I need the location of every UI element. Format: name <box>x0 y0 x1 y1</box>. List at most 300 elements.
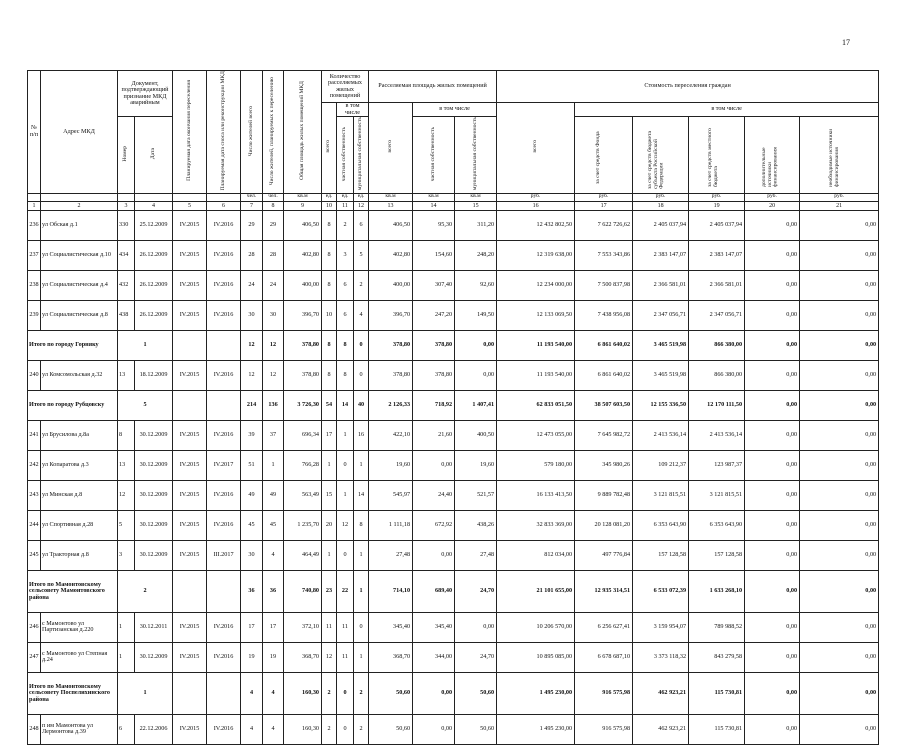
empty-cell <box>173 390 207 420</box>
header-count-municipal: муниципальная собственность <box>357 117 364 191</box>
cell-fund: 6 861 640,02 <box>575 330 633 360</box>
cell-cnt-total: 15 <box>322 480 337 510</box>
row-number: 245 <box>28 540 41 570</box>
cell-extra: 0,00 <box>745 210 800 240</box>
row-number: 242 <box>28 450 41 480</box>
row-address: с Мамонтово ул Партизанская д.220 <box>41 612 118 642</box>
empty-cell <box>173 570 207 612</box>
row-doc-number: 1 <box>118 612 135 642</box>
cell-local: 12 170 111,50 <box>689 390 745 420</box>
page-number: 17 <box>842 38 850 47</box>
header-area-group: Расселяемая площадь жилых помещений <box>369 71 497 103</box>
cell-cost-total: 62 833 051,50 <box>497 390 575 420</box>
cell-area: 766,28 <box>284 450 322 480</box>
cell-res-plan: 29 <box>263 210 284 240</box>
row-doc-number: 12 <box>118 480 135 510</box>
header-subject: за счет средств бюджета субъекта Российской Федерации <box>646 130 665 189</box>
header-planned-demolition: Планируемая дата сноса или реконструкции МКД <box>219 71 226 191</box>
header-local: за счет средств местного бюджета <box>706 127 719 187</box>
row-doc-number: 13 <box>118 360 135 390</box>
table-row <box>28 240 879 270</box>
row-doc-date: 30.12.2011 <box>135 612 173 642</box>
row-number: 240 <box>28 360 41 390</box>
cell-cost-total: 812 034,00 <box>497 540 575 570</box>
row-number: 247 <box>28 642 41 672</box>
cell-subject: 462 923,21 <box>633 672 689 714</box>
cell-res-plan: 1 <box>263 450 284 480</box>
cell-fund: 916 575,98 <box>575 672 633 714</box>
cell-cnt-priv: 1 <box>337 480 354 510</box>
cell-ar-total: 406,50 <box>369 210 413 240</box>
row-doc-date: 30.12.2009 <box>135 420 173 450</box>
cell-cnt-total: 11 <box>322 612 337 642</box>
unit-cell: чел. <box>263 193 284 201</box>
cell-cnt-total: 10 <box>322 300 337 330</box>
column-number-cell: 10 <box>322 201 337 210</box>
cell-cnt-priv: 14 <box>337 390 354 420</box>
table-row <box>28 300 879 330</box>
cell-ar-total: 714,10 <box>369 570 413 612</box>
cell-res-total: 28 <box>241 240 263 270</box>
unit-cell: руб. <box>575 193 633 201</box>
cell-needed: 0,00 <box>800 270 879 300</box>
cell-area: 372,10 <box>284 612 322 642</box>
cell-ar-total: 545,97 <box>369 480 413 510</box>
cell-extra: 0,00 <box>745 480 800 510</box>
cell-fund: 497 776,84 <box>575 540 633 570</box>
cell-subject: 2 413 536,14 <box>633 420 689 450</box>
unit-cell: чел. <box>241 193 263 201</box>
cell-ar-priv: 718,92 <box>413 390 455 420</box>
column-number-cell: 9 <box>284 201 322 210</box>
row-address: ул Социалистическая д.4 <box>41 270 118 300</box>
cell-res-total: 51 <box>241 450 263 480</box>
column-number-cell: 15 <box>455 201 497 210</box>
header-count-group: Количество расселяемых жилых помещений <box>322 71 369 103</box>
cell-extra: 0,00 <box>745 540 800 570</box>
cell-res-total: 49 <box>241 480 263 510</box>
unit-cell <box>118 193 135 201</box>
row-doc-number: 8 <box>118 420 135 450</box>
row-doc-number: 3 <box>118 540 135 570</box>
cell-cnt-priv: 0 <box>337 450 354 480</box>
cell-res-total: 4 <box>241 672 263 714</box>
cell-res-total: 45 <box>241 510 263 540</box>
cell-fund: 7 622 726,62 <box>575 210 633 240</box>
column-number-cell: 3 <box>118 201 135 210</box>
header-count-total: всего <box>325 140 332 154</box>
cell-ar-mun: 438,26 <box>455 510 497 540</box>
row-address: ул Спортивная д.28 <box>41 510 118 540</box>
cell-extra: 0,00 <box>745 642 800 672</box>
header-document: Документ, подтверждающий признание МКД аварийным <box>118 71 173 117</box>
total-label: Итого по городу Горняку <box>28 330 118 360</box>
cell-subject: 2 405 037,94 <box>633 210 689 240</box>
cell-ar-priv: 0,00 <box>413 450 455 480</box>
cell-cnt-total: 54 <box>322 390 337 420</box>
cell-ar-priv: 0,00 <box>413 540 455 570</box>
cell-cnt-total: 17 <box>322 420 337 450</box>
cell-extra: 0,00 <box>745 420 800 450</box>
column-number-cell: 12 <box>354 201 369 210</box>
table-row <box>28 450 879 480</box>
cell-cnt-mun: 1 <box>354 540 369 570</box>
cell-cnt-priv: 12 <box>337 510 354 540</box>
cell-extra: 0,00 <box>745 570 800 612</box>
cell-res-total: 12 <box>241 330 263 360</box>
cell-needed: 0,00 <box>800 300 879 330</box>
column-number-cell: 2 <box>41 201 118 210</box>
cell-local: 866 380,00 <box>689 330 745 360</box>
cell-needed: 0,00 <box>800 330 879 360</box>
total-doc-count: 1 <box>118 330 173 360</box>
row-planned-demolition: IV.2017 <box>207 450 241 480</box>
cell-local: 6 353 643,90 <box>689 510 745 540</box>
cell-cnt-mun: 1 <box>354 570 369 612</box>
unit-cell: руб. <box>689 193 745 201</box>
cell-cnt-total: 23 <box>322 570 337 612</box>
cell-subject: 462 923,21 <box>633 714 689 744</box>
row-number: 241 <box>28 420 41 450</box>
header-needed: необходимые источники финансирования <box>828 128 840 187</box>
cell-res-total: 36 <box>241 570 263 612</box>
row-address: ул Социалистическая д.8 <box>41 300 118 330</box>
total-doc-count: 2 <box>118 570 173 612</box>
row-planned-end: IV.2015 <box>173 612 207 642</box>
row-doc-date: 25.12.2009 <box>135 210 173 240</box>
empty-cell <box>207 330 241 360</box>
cell-ar-total: 50,60 <box>369 672 413 714</box>
row-planned-demolition: IV.2016 <box>207 210 241 240</box>
cell-cnt-total: 8 <box>322 360 337 390</box>
header-extra: дополнительные источники финансирования <box>761 147 779 187</box>
cell-res-plan: 4 <box>263 714 284 744</box>
cell-fund: 345 980,26 <box>575 450 633 480</box>
row-doc-date: 30.12.2009 <box>135 510 173 540</box>
cell-local: 115 730,81 <box>689 714 745 744</box>
cell-ar-priv: 307,40 <box>413 270 455 300</box>
row-address: ул Брусилова д.8а <box>41 420 118 450</box>
cell-subject: 6 353 643,90 <box>633 510 689 540</box>
header-address: Адрес МКД <box>41 71 118 194</box>
row-planned-demolition: IV.2016 <box>207 612 241 642</box>
row-planned-end: IV.2015 <box>173 450 207 480</box>
cell-cnt-total: 8 <box>322 210 337 240</box>
cell-fund: 7 500 837,98 <box>575 270 633 300</box>
cell-local: 2 347 056,71 <box>689 300 745 330</box>
row-planned-end: IV.2015 <box>173 300 207 330</box>
cell-area: 400,00 <box>284 270 322 300</box>
cell-local: 2 405 037,94 <box>689 210 745 240</box>
cell-cost-total: 11 193 540,00 <box>497 330 575 360</box>
row-planned-end: IV.2015 <box>173 714 207 744</box>
cell-cost-total: 12 432 802,50 <box>497 210 575 240</box>
column-number-cell: 6 <box>207 201 241 210</box>
table-row <box>28 480 879 510</box>
cell-extra: 0,00 <box>745 360 800 390</box>
header-area-municipal: муниципальная собственность <box>471 117 478 191</box>
unit-cell: кв.м <box>455 193 497 201</box>
cell-cost-total: 32 833 369,00 <box>497 510 575 540</box>
cell-cnt-priv: 8 <box>337 330 354 360</box>
unit-cell <box>135 193 173 201</box>
row-address: ул Копаратова д.3 <box>41 450 118 480</box>
cell-ar-total: 1 111,18 <box>369 510 413 540</box>
cell-needed: 0,00 <box>800 210 879 240</box>
cell-ar-priv: 378,80 <box>413 330 455 360</box>
cell-cnt-priv: 6 <box>337 270 354 300</box>
cell-cost-total: 12 234 000,00 <box>497 270 575 300</box>
total-label: Итого по Мамонтовскому сельсовету Мамонтовского района <box>28 570 118 612</box>
unit-cell <box>173 193 207 201</box>
table-row <box>28 270 879 300</box>
units-row <box>28 193 879 201</box>
header-residents-planned: Число жителей, планируемых к переселению <box>269 76 276 185</box>
row-planned-demolition: IV.2016 <box>207 420 241 450</box>
cell-fund: 38 507 603,50 <box>575 390 633 420</box>
cell-res-plan: 30 <box>263 300 284 330</box>
total-doc-count: 1 <box>118 672 173 714</box>
cell-ar-total: 368,70 <box>369 642 413 672</box>
column-number-cell: 16 <box>497 201 575 210</box>
resettlement-table <box>27 70 879 745</box>
cell-cnt-total: 8 <box>322 270 337 300</box>
cell-ar-mun: 24,70 <box>455 570 497 612</box>
cell-subject: 6 533 072,39 <box>633 570 689 612</box>
cell-ar-mun: 0,00 <box>455 612 497 642</box>
cell-cnt-total: 12 <box>322 642 337 672</box>
total-doc-count: 5 <box>118 390 173 420</box>
cell-area: 402,80 <box>284 240 322 270</box>
cell-extra: 0,00 <box>745 300 800 330</box>
cell-extra: 0,00 <box>745 270 800 300</box>
cell-cost-total: 21 101 655,00 <box>497 570 575 612</box>
cell-subject: 12 155 336,50 <box>633 390 689 420</box>
cell-ar-priv: 378,80 <box>413 360 455 390</box>
unit-cell: кв.м <box>369 193 413 201</box>
unit-cell: ед. <box>354 193 369 201</box>
cell-ar-priv: 345,40 <box>413 612 455 642</box>
cell-cost-total: 16 133 413,50 <box>497 480 575 510</box>
cell-fund: 6 678 687,10 <box>575 642 633 672</box>
cell-needed: 0,00 <box>800 390 879 420</box>
cell-ar-mun: 1 407,41 <box>455 390 497 420</box>
row-address: с Мамонтово ул Степная д.24 <box>41 642 118 672</box>
cell-fund: 9 889 782,48 <box>575 480 633 510</box>
table-body <box>28 210 879 744</box>
cell-local: 115 730,81 <box>689 672 745 714</box>
cell-area: 368,70 <box>284 642 322 672</box>
cell-area: 464,49 <box>284 540 322 570</box>
empty-cell <box>207 672 241 714</box>
column-number-cell: 8 <box>263 201 284 210</box>
row-planned-demolition: IV.2016 <box>207 510 241 540</box>
cell-res-plan: 19 <box>263 642 284 672</box>
column-number-cell: 18 <box>633 201 689 210</box>
row-doc-number: 5 <box>118 510 135 540</box>
column-number-cell: 11 <box>337 201 354 210</box>
row-planned-demolition: IV.2016 <box>207 480 241 510</box>
row-address: ул Комсомольская д.32 <box>41 360 118 390</box>
cell-subject: 3 159 954,07 <box>633 612 689 642</box>
header-residents-total: Число жителей всего <box>247 105 254 156</box>
unit-cell: руб. <box>800 193 879 201</box>
cell-area: 378,80 <box>284 360 322 390</box>
cell-cnt-mun: 0 <box>354 360 369 390</box>
empty-cell <box>207 390 241 420</box>
cell-cnt-mun: 6 <box>354 210 369 240</box>
cell-ar-total: 402,80 <box>369 240 413 270</box>
row-planned-end: IV.2015 <box>173 360 207 390</box>
row-doc-date: 18.12.2009 <box>135 360 173 390</box>
cell-res-plan: 24 <box>263 270 284 300</box>
cell-cnt-mun: 14 <box>354 480 369 510</box>
table-row <box>28 420 879 450</box>
unit-cell: руб. <box>633 193 689 201</box>
row-planned-end: IV.2015 <box>173 540 207 570</box>
cell-cnt-mun: 40 <box>354 390 369 420</box>
cell-fund: 6 256 627,41 <box>575 612 633 642</box>
cell-res-plan: 12 <box>263 360 284 390</box>
row-doc-date: 22.12.2006 <box>135 714 173 744</box>
row-doc-number: 13 <box>118 450 135 480</box>
cell-cost-total: 1 495 230,00 <box>497 714 575 744</box>
cell-ar-priv: 154,60 <box>413 240 455 270</box>
cell-cnt-priv: 11 <box>337 612 354 642</box>
row-planned-demolition: IV.2016 <box>207 270 241 300</box>
cell-needed: 0,00 <box>800 420 879 450</box>
cell-cnt-priv: 1 <box>337 420 354 450</box>
cell-local: 789 988,52 <box>689 612 745 642</box>
cell-cnt-priv: 3 <box>337 240 354 270</box>
total-row <box>28 390 879 420</box>
row-planned-end: IV.2015 <box>173 240 207 270</box>
cell-ar-mun: 400,50 <box>455 420 497 450</box>
cell-res-total: 12 <box>241 360 263 390</box>
cell-extra: 0,00 <box>745 672 800 714</box>
cell-area: 696,34 <box>284 420 322 450</box>
cell-ar-mun: 27,48 <box>455 540 497 570</box>
cell-cnt-total: 8 <box>322 330 337 360</box>
row-number: 236 <box>28 210 41 240</box>
unit-cell: кв.м <box>413 193 455 201</box>
cell-cost-total: 11 193 540,00 <box>497 360 575 390</box>
row-planned-demolition: IV.2016 <box>207 714 241 744</box>
row-address: ул Социалистическая д.10 <box>41 240 118 270</box>
cell-res-plan: 12 <box>263 330 284 360</box>
cell-cnt-mun: 16 <box>354 420 369 450</box>
cell-area: 563,49 <box>284 480 322 510</box>
cell-extra: 0,00 <box>745 510 800 540</box>
table-row <box>28 540 879 570</box>
cell-res-total: 17 <box>241 612 263 642</box>
cell-subject: 2 383 147,07 <box>633 240 689 270</box>
cell-cnt-mun: 0 <box>354 612 369 642</box>
cell-area: 406,50 <box>284 210 322 240</box>
cell-ar-total: 27,48 <box>369 540 413 570</box>
cell-ar-total: 400,00 <box>369 270 413 300</box>
column-number-cell: 21 <box>800 201 879 210</box>
row-doc-date: 26.12.2009 <box>135 240 173 270</box>
cell-cnt-total: 20 <box>322 510 337 540</box>
row-doc-number: 330 <box>118 210 135 240</box>
cell-ar-priv: 0,00 <box>413 714 455 744</box>
cell-cost-total: 12 133 069,50 <box>497 300 575 330</box>
row-number: 248 <box>28 714 41 744</box>
total-label: Итого по Мамонтовскому сельсовету Поспелихинского района <box>28 672 118 714</box>
cell-cnt-priv: 11 <box>337 642 354 672</box>
cell-ar-mun: 92,60 <box>455 270 497 300</box>
row-number: 243 <box>28 480 41 510</box>
unit-cell: кв.м <box>284 193 322 201</box>
column-numbers-row <box>28 201 879 210</box>
cell-cnt-priv: 0 <box>337 714 354 744</box>
table-row <box>28 360 879 390</box>
cell-fund: 7 438 956,08 <box>575 300 633 330</box>
row-planned-demolition: IV.2016 <box>207 300 241 330</box>
cell-cnt-total: 1 <box>322 540 337 570</box>
row-planned-demolition: IV.2016 <box>207 360 241 390</box>
row-doc-number: 432 <box>118 270 135 300</box>
header-area-private: частная собственность <box>429 126 436 181</box>
empty-cell <box>207 570 241 612</box>
table-row <box>28 714 879 744</box>
cell-needed: 0,00 <box>800 240 879 270</box>
cell-needed: 0,00 <box>800 612 879 642</box>
column-number-cell: 14 <box>413 201 455 210</box>
header-area-incl: в том числе <box>413 103 497 117</box>
cell-cnt-total: 1 <box>322 450 337 480</box>
cell-ar-priv: 672,92 <box>413 510 455 540</box>
row-doc-number: 434 <box>118 240 135 270</box>
cell-needed: 0,00 <box>800 450 879 480</box>
cell-ar-mun: 311,20 <box>455 210 497 240</box>
column-number-cell: 1 <box>28 201 41 210</box>
cell-ar-priv: 344,00 <box>413 642 455 672</box>
cell-subject: 3 465 519,98 <box>633 330 689 360</box>
row-doc-date: 30.12.2009 <box>135 642 173 672</box>
cell-subject: 3 121 815,51 <box>633 480 689 510</box>
column-number-cell: 4 <box>135 201 173 210</box>
cell-cost-total: 1 495 230,00 <box>497 672 575 714</box>
unit-cell: ед. <box>337 193 354 201</box>
cell-local: 123 987,37 <box>689 450 745 480</box>
row-planned-demolition: IV.2016 <box>207 642 241 672</box>
cell-area: 378,80 <box>284 330 322 360</box>
row-doc-date: 26.12.2009 <box>135 300 173 330</box>
header-total-area: Общая площадь жилых помещений МКД <box>298 81 305 181</box>
cell-ar-priv: 247,20 <box>413 300 455 330</box>
cell-area: 396,70 <box>284 300 322 330</box>
row-planned-demolition: III.2017 <box>207 540 241 570</box>
cell-res-total: 214 <box>241 390 263 420</box>
row-planned-end: IV.2015 <box>173 510 207 540</box>
cell-local: 1 633 268,10 <box>689 570 745 612</box>
row-address: ул Обская д.1 <box>41 210 118 240</box>
cell-ar-mun: 24,70 <box>455 642 497 672</box>
header-doc-date: Дата <box>149 148 156 160</box>
cell-cnt-mun: 1 <box>354 642 369 672</box>
cell-local: 3 121 815,51 <box>689 480 745 510</box>
cell-ar-total: 50,60 <box>369 714 413 744</box>
row-number: 244 <box>28 510 41 540</box>
row-doc-date: 26.12.2009 <box>135 270 173 300</box>
cell-ar-priv: 689,40 <box>413 570 455 612</box>
header-cost-incl: в том числе <box>575 103 879 117</box>
cell-cnt-total: 2 <box>322 714 337 744</box>
header-fund: за счет средств Фонда <box>594 131 601 184</box>
cell-ar-total: 422,10 <box>369 420 413 450</box>
